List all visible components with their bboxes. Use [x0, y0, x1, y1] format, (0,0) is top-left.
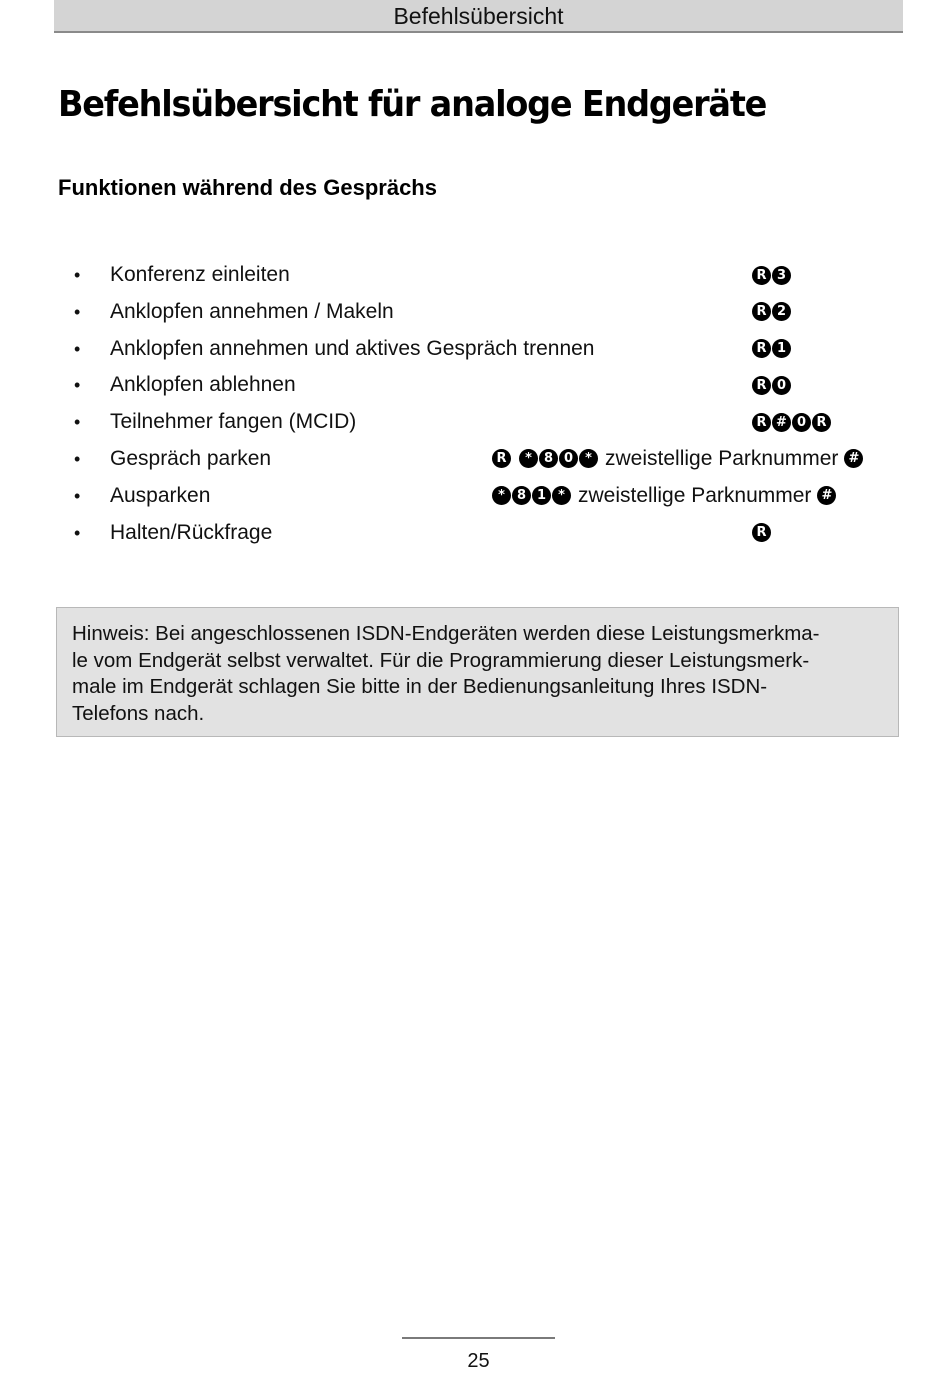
command-item: [0, 366, 950, 403]
key-sequence-text: zweistellige Parknummer: [578, 483, 812, 507]
key-r-icon: R: [752, 302, 771, 321]
header-title: Befehlsübersicht: [393, 3, 564, 29]
command-label: Ausparken: [110, 483, 211, 507]
key-0-icon: 0: [772, 376, 791, 395]
key-sequence: [752, 293, 792, 331]
note-line: male im Endgerät schlagen Sie bitte in der Bedienungsanleitung Ihres ISDN-: [72, 675, 768, 698]
key-star-icon: *: [519, 449, 538, 468]
command-label: Konferenz einleiten: [110, 263, 290, 286]
page-header: [54, 0, 903, 33]
key-star-icon: *: [552, 486, 571, 505]
note-box: [56, 607, 899, 737]
bullet: •: [74, 522, 81, 543]
command-item: [0, 293, 950, 330]
key-sequence: [752, 514, 772, 552]
note-line: Hinweis: Bei angeschlossenen ISDN-Endgeräten werden diese Leistungsmerkma-: [72, 622, 820, 645]
key-r-icon: R: [812, 413, 831, 432]
bullet: •: [74, 265, 81, 285]
key-sequence: [752, 330, 792, 368]
command-label: Anklopfen annehmen / Makeln: [110, 299, 394, 323]
bullet: •: [74, 301, 81, 322]
command-item: [0, 514, 950, 551]
key-sequence: [492, 477, 837, 515]
key-hash-icon: #: [772, 413, 791, 432]
key-star-icon: *: [492, 486, 511, 505]
command-label: Teilnehmer fangen (MCID): [110, 410, 357, 434]
key-1-icon: 1: [532, 486, 551, 505]
bullet: •: [74, 338, 81, 359]
key-r-icon: R: [752, 266, 771, 285]
key-0-icon: 0: [559, 449, 578, 468]
key-r-icon: R: [752, 339, 771, 358]
bullet: •: [74, 448, 81, 469]
bullet: •: [74, 485, 81, 506]
key-hash-icon: #: [844, 449, 863, 468]
command-list: [0, 256, 950, 550]
key-r-icon: R: [752, 376, 771, 395]
key-r-icon: R: [752, 413, 771, 432]
key-star-icon: *: [579, 449, 598, 468]
key-sequence: [492, 440, 864, 478]
key-sequence-text: zweistellige Parknummer: [605, 446, 839, 470]
key-8-icon: 8: [512, 486, 531, 505]
section-title: Funktionen während des Gesprächs: [58, 175, 437, 200]
command-label: Anklopfen ablehnen: [110, 373, 296, 397]
key-r-icon: R: [492, 449, 511, 468]
page-title: Befehlsübersicht für analoge Endgeräte: [58, 84, 767, 125]
command-label: Halten/Rückfrage: [110, 520, 273, 544]
key-8-icon: 8: [539, 449, 558, 468]
command-item: [0, 330, 950, 367]
command-item: [0, 477, 950, 514]
key-3-icon: 3: [772, 266, 791, 285]
bullet: •: [74, 375, 81, 396]
key-r-icon: R: [752, 523, 771, 542]
key-sequence: [752, 403, 832, 441]
key-sequence: [752, 366, 792, 404]
command-item: [0, 256, 950, 293]
page-number: 25: [467, 1350, 490, 1372]
key-1-icon: 1: [772, 339, 791, 358]
key-hash-icon: #: [817, 486, 836, 505]
footer-rule: [402, 1337, 555, 1339]
key-2-icon: 2: [772, 302, 791, 321]
command-item: [0, 403, 950, 440]
bullet: •: [74, 412, 81, 433]
command-label: Anklopfen annehmen und aktives Gespräch trennen: [110, 336, 595, 360]
note-line: Telefons nach.: [72, 701, 205, 725]
command-label: Gespräch parken: [110, 446, 272, 470]
key-sequence: [752, 256, 792, 294]
command-item: [0, 440, 950, 477]
key-0-icon: 0: [792, 413, 811, 432]
note-line: le vom Endgerät selbst verwaltet. Für die Programmierung dieser Leistungsmerk-: [72, 648, 810, 672]
